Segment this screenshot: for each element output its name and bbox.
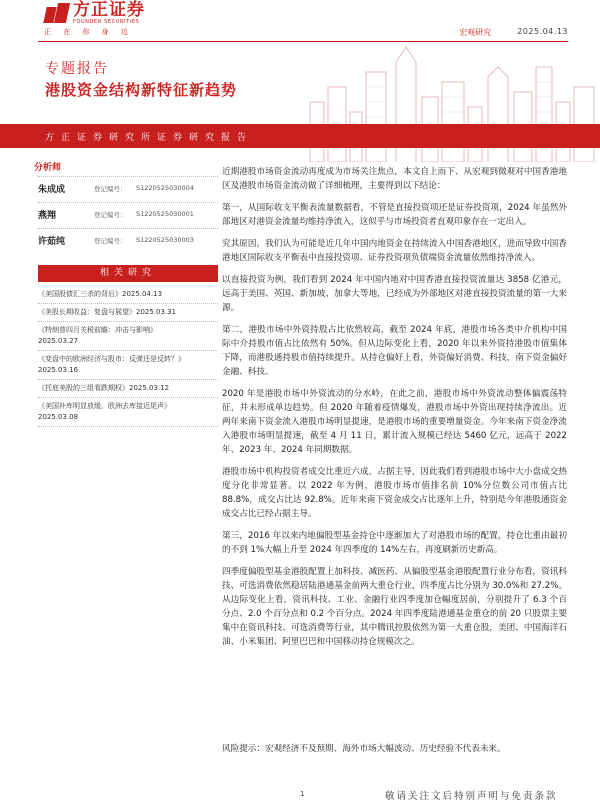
- related-item[interactable]: [38, 380, 218, 398]
- related-item[interactable]: [38, 322, 218, 351]
- summary-paragraph: 究其原因，我们认为可能是近几年中国内地资金在持续流入中国香港地区，进而导致中国香港地区国际收支平衡表中直接投资项、证券投资项负债端资金流量依然维持净流入。: [222, 239, 567, 263]
- analyst-row: [38, 228, 218, 251]
- institute-banner: [0, 124, 600, 148]
- related-title[interactable]: 《特朗普四月关税前瞻：冲击与影响》: [38, 326, 157, 334]
- related-research-header: 相关研究: [38, 265, 218, 282]
- analyst-name: 许茹纯: [38, 236, 66, 247]
- related-title[interactable]: 《美国补库明显放缓，欧洲去库接近尾声》: [38, 402, 171, 410]
- company-logo: [45, 2, 145, 25]
- sidebar: [34, 160, 218, 427]
- related-date: 2025.03.12: [129, 384, 170, 392]
- logo-en: FOUNDER SECURITIES: [73, 19, 140, 25]
- logo-mark-icon: [45, 3, 69, 25]
- related-research-list: [38, 286, 218, 427]
- related-date: 2025.03.08: [38, 413, 79, 421]
- page-header: [0, 0, 600, 45]
- reg-label: 登记编号：: [94, 184, 127, 193]
- related-item[interactable]: [38, 351, 218, 380]
- summary-paragraph: 近期港股市场资金流动再度成为市场关注焦点，本文自上而下、从宏观到微观对中国香港地区及港股市场资金流动做了详细梳理，主要得到以下结论：: [222, 167, 567, 191]
- summary-paragraph: 第一，从国际收支平衡表流量数据看，不管是直接投资项还是证券投资项，2024 年虽然外部地区对港资金流量均维持净流入，这似乎与市场投资者直观印象存在一定出入。: [222, 203, 567, 227]
- summary-paragraph: 第二，港股市场中外资持股占比依然较高，截至 2024 年底，港股市场各类中介机构中国际中介持股市值占比依然有 50%。但从边际变化上看，2020 年以来外资持港股市值集体下降，而港股通持股市值持续提升。从持仓偏好上看，外资偏好消费、科技，南下资金偏好金融、科技。: [222, 325, 567, 377]
- banner-text: 方正证券研究所证券研究报告: [45, 133, 254, 143]
- summary-body: [222, 165, 567, 657]
- related-title[interactable]: 《美国股债汇三杀的背后》: [38, 290, 122, 298]
- page-footer: [0, 782, 600, 800]
- report-date: 2025.04.13: [517, 27, 568, 36]
- related-title[interactable]: 《变盘中的欧洲经济与股市：反弹还是反转？》: [38, 355, 185, 363]
- report-type: 专题报告: [45, 61, 109, 77]
- summary-paragraph: 四季度偏股型基金港股配置上加科技、减医药。从偏股型基金港股配置行业分布看，资讯科技、可选消费依然稳居陆港通基金前两大重仓行业，四季度占比分别为 30.0%和 27.2%。从边际变化上看，资讯科技、工业、金融行业四季度加仓幅度居前，分别提升了 6.3 个百分点、2.0 个百分点和 0.2 个百分点。2024 年四季度陆港通基金重仓的前 20 只股票主要集中在资讯科技、可选消费等行业，其中腾讯控股依然为第一大重仓股，美团、中国海洋石油、小米集团、阿里巴巴和中国移动持仓规模次之。: [222, 567, 567, 647]
- related-date: 2025.03.27: [38, 337, 79, 345]
- related-date: 2025.03.31: [136, 308, 177, 316]
- reg-number: S1220525030001: [136, 210, 194, 218]
- summary-paragraph: 港股市场中机构投资者成交比重近六成，占据主导，因此我们看到港股市场中大小盘成交热度分化非常显著。以 2022 年为例，港股市场市值排名前 10%分位数公司市值占比 88.8%，成交占比达 92.8%。近年来南下资金成交占比逐年上升，特别是今年港股通资金成交占比已经占据主导。: [222, 467, 567, 519]
- analyst-name: 燕翔: [38, 210, 57, 221]
- related-title[interactable]: 《托底美股的三组看跌期权》: [38, 384, 129, 392]
- analyst-row: [38, 202, 218, 225]
- related-date: 2025.03.16: [38, 366, 79, 374]
- reg-number: S1220525030004: [136, 184, 194, 192]
- report-category: 宏观研究: [459, 28, 492, 37]
- summary-paragraph: 2020 年是港股市场中外资流动的分水岭，在此之前，港股市场中外资流动整体偏震荡特征，并未形成单边趋势。但 2020 年随着疫情爆发，港股市场中外资出现持续净流出。近两年来南下资金流入港股市场明显提速，是港股市场的重要增量资金。今年来南下资金净流入港股市场明显提速，截至 4 月 11 日，累计流入规模已经达 5460 亿元，远高于 2022 年、2023 年、2024 年同期数据。: [222, 389, 567, 455]
- related-item[interactable]: [38, 398, 218, 427]
- related-title[interactable]: 《美股长期收益：复盘与展望》: [38, 308, 136, 316]
- summary-paragraph: 第三，2016 年以来内地偏股型基金持仓中逐渐加大了对港股市场的配置，持仓比重由最初的不到 1%大幅上升至 2024 年四季度的 14%左右，再度刷新历史新高。: [222, 531, 567, 555]
- summary-paragraph: 以直接投资为例，我们看到 2024 年中国内地对中国香港直接投资流量达 3858 亿港元，远高于美国、英国、新加坡、加拿大等地，已经成为外部地区对港直接投资流量的第一大来源。: [222, 275, 567, 313]
- reg-number: S1220525030003: [136, 236, 194, 244]
- report-title: 港股资金结构新特征新趋势: [45, 81, 238, 99]
- related-item[interactable]: [38, 286, 218, 304]
- analyst-section-label: 分析师: [34, 163, 62, 173]
- related-item[interactable]: [38, 304, 218, 322]
- page-number: 1: [300, 790, 305, 798]
- analyst-row: [38, 176, 218, 199]
- reg-label: 登记编号：: [94, 210, 127, 219]
- related-date: 2025.04.13: [122, 290, 163, 298]
- disclaimer-notice: 敬请关注文后特别声明与免责条款: [385, 791, 558, 802]
- logo-cn: 方正证券: [73, 0, 145, 20]
- slogan: 正 在 你 身 边: [44, 28, 133, 36]
- reg-label: 登记编号：: [94, 236, 127, 245]
- analyst-name: 朱成成: [38, 184, 66, 195]
- risk-warning: 风险提示：宏观经济不及预期、海外市场大幅波动、历史经验不代表未来。: [222, 744, 506, 754]
